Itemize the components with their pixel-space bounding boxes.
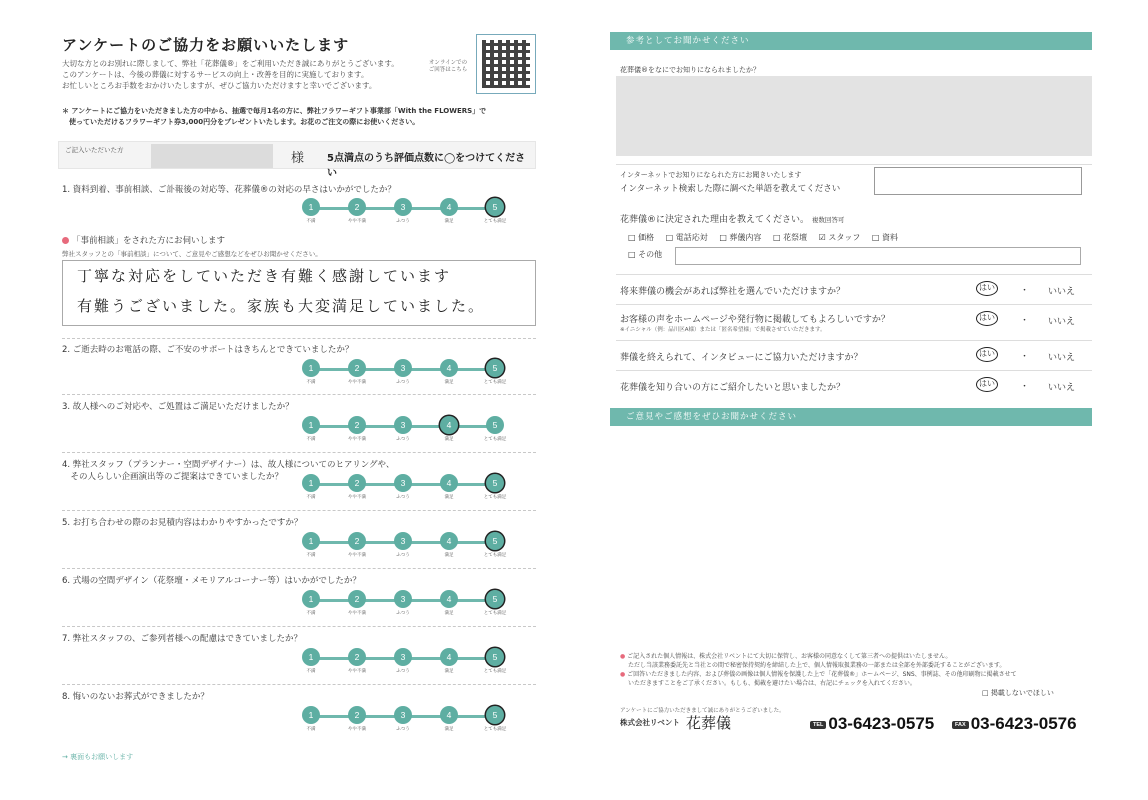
rating-option-4[interactable]: 4 — [440, 590, 458, 608]
consult-heading — [62, 234, 225, 246]
honorific: 様 — [291, 151, 305, 166]
no-option[interactable]: いいえ — [1048, 287, 1076, 297]
rating-label: 不満 — [306, 219, 316, 224]
how-known-answer-area[interactable] — [616, 76, 1092, 156]
question-text: 2. ご逝去時のお電話の際、ご不安のサポートはきちんとできていましたか？ — [62, 345, 354, 355]
rating-option-2[interactable]: 2 — [348, 706, 366, 724]
rating-option-3[interactable]: 3 — [394, 198, 412, 216]
bullet-icon — [62, 237, 69, 244]
question-text: 7. 弊社スタッフの、ご参列者様への配慮はできていましたか？ — [62, 634, 302, 644]
section-band-feedback: ご意見やご感想をぜひお聞かせください — [610, 408, 1092, 426]
rating-label: 不満 — [306, 611, 316, 616]
tel-value: 03-6423-0575 — [828, 714, 935, 733]
question-text: 8. 悔いのないお葬式ができましたか？ — [62, 692, 209, 702]
rating-option-5[interactable]: 5 — [486, 590, 504, 608]
privacy-text: ご記入された個人情報は、株式会社リベントにて大切に保管し、お客様の同意なくして第三者への提供はいたしません。 — [627, 653, 952, 660]
section-band-reference: 参考としてお聞かせください — [610, 32, 1092, 50]
intro-line: 大切な方とのお別れに際しまして、弊社「花葬儀®」をご利用いただき誠にありがとうございます。 — [62, 59, 399, 68]
rating-label: 満足 — [444, 495, 454, 500]
rating-label: やや不満 — [348, 611, 366, 616]
rating-label: やや不満 — [348, 727, 366, 732]
divider — [62, 510, 536, 511]
rating-option-5[interactable]: 5 — [486, 198, 504, 216]
rating-label: 満足 — [444, 219, 454, 224]
question-text: 5. お打ち合わせの際のお見積内容はわかりやすかったですか？ — [62, 518, 303, 528]
rating-label: やや不満 — [348, 380, 366, 385]
rating-label: ふつう — [396, 727, 410, 732]
rating-option-1[interactable]: 1 — [302, 590, 320, 608]
campaign-line: 使っていただけるフラワーギフト券3,000円分をプレゼントいたします。お花のご注文の際にお使いください。 — [62, 118, 420, 126]
question-7 — [62, 633, 542, 645]
rating-option-1[interactable]: 1 — [302, 648, 320, 666]
question-2 — [62, 344, 542, 356]
yes-option-circled[interactable]: はい — [976, 377, 998, 392]
rating-option-5[interactable]: 5 — [486, 532, 504, 550]
yes-no-question-text: お客様の声をホームページや発行物に掲載してもよろしいですか？ — [620, 315, 890, 325]
multiple-answer-note: 複数回答可 — [811, 216, 845, 224]
thank-you-note: アンケートにご協力いただきまして誠にありがとうございました。 — [620, 708, 785, 714]
divider — [62, 338, 536, 339]
checkbox-staff[interactable]: ☑ スタッフ — [818, 233, 861, 242]
name-field[interactable] — [151, 144, 273, 168]
rating-label: ふつう — [396, 219, 410, 224]
question-text: 1. 資料到着、事前相談、ご訃報後の対応等、花葬儀®の対応の早さはいかがでしたか？ — [62, 185, 396, 195]
intro-line: お忙しいところお手数をおかけいたしますが、ぜひご協力いただけますと幸いでございます。 — [62, 81, 377, 90]
campaign-line: ＊ アンケートにご協力をいただきました方の中から、抽選で毎月1名の方に、弊社フラワーギフト事業部「With the FLOWERS」で — [62, 107, 487, 115]
rating-label: やや不満 — [348, 219, 366, 224]
checkbox-funeral-content[interactable]: □ 葬儀内容 — [719, 233, 762, 242]
privacy-line: ただし当該業務委託先と当社との間で秘密保持契約を締結した上で、個人情報取扱業務の一部または全部を外部委託することがございます。 — [628, 662, 1006, 669]
rating-option-4[interactable]: 4 — [440, 474, 458, 492]
reason-question — [620, 212, 844, 225]
rating-scale-7 — [300, 648, 510, 678]
rating-option-5[interactable]: 5 — [486, 359, 504, 377]
divider — [62, 684, 536, 685]
rating-option-4[interactable]: 4 — [440, 359, 458, 377]
internet-question-2: インターネット検索した際に調べた単語を教えてください — [620, 184, 841, 194]
rating-option-3[interactable]: 3 — [394, 474, 412, 492]
consult-subtext: 弊社スタッフとの「事前相談」について、ご意見やご感想などをぜひお聞かせください。 — [62, 250, 322, 258]
rating-option-3[interactable]: 3 — [394, 416, 412, 434]
other-reason-field[interactable] — [675, 247, 1081, 265]
rating-label: ふつう — [396, 611, 410, 616]
separator-dot: ・ — [1020, 382, 1030, 392]
page-title: アンケートのご協力をお願いいたします — [62, 36, 350, 54]
privacy-notice — [620, 652, 1090, 688]
rating-option-4[interactable]: 4 — [440, 648, 458, 666]
question-5 — [62, 517, 542, 529]
how-known-question: 花葬儀®をなにでお知りになられましたか？ — [620, 66, 760, 74]
question-text-cont: その人らしい企画演出等のご提案はできていましたか？ — [62, 472, 284, 482]
rating-label: 不満 — [306, 669, 316, 674]
question-6 — [62, 575, 542, 587]
rating-option-1[interactable]: 1 — [302, 532, 320, 550]
rating-label: 満足 — [444, 437, 454, 442]
consult-comment-box[interactable] — [62, 260, 536, 326]
rating-option-5[interactable]: 5 — [486, 416, 504, 434]
rating-scale-3 — [300, 416, 510, 446]
qr-code[interactable] — [476, 34, 536, 94]
checkbox-phone[interactable]: □ 電話応対 — [665, 233, 708, 242]
rating-option-5[interactable]: 5 — [486, 648, 504, 666]
rating-label: ふつう — [396, 437, 410, 442]
yes-no-question-note: ※イニシャル（例：品川区A様）または「匿名希望様」で掲載させていただきます。 — [620, 327, 826, 333]
yes-no-question-text: 花葬儀を知り合いの方にご紹介したいと思いましたか？ — [620, 383, 846, 393]
rating-label: 不満 — [306, 727, 316, 732]
rating-scale-8 — [300, 706, 510, 736]
separator-dot: ・ — [1020, 316, 1030, 326]
rating-label: 不満 — [306, 553, 316, 558]
intro-line: このアンケートは、今後の葬儀に対するサービスの向上・改善を目的に実施しております。 — [62, 70, 369, 79]
no-publish-checkbox[interactable]: □ 掲載しないでほしい — [982, 689, 1054, 697]
privacy-line — [620, 670, 1090, 679]
rating-label: ふつう — [396, 495, 410, 500]
survey-front-page — [40, 0, 545, 800]
rating-scale-5 — [300, 532, 510, 562]
rating-option-3[interactable]: 3 — [394, 359, 412, 377]
divider — [62, 452, 536, 453]
rating-label: とても満足 — [483, 495, 507, 500]
rating-option-4[interactable]: 4 — [440, 532, 458, 550]
yes-no-question — [616, 274, 1092, 304]
rating-instruction: 5点満点のうち評価点数に◯をつけてください — [327, 153, 526, 179]
rating-option-2[interactable]: 2 — [348, 590, 366, 608]
name-label: ご記入いただいた方 — [65, 146, 124, 154]
rating-option-2[interactable]: 2 — [348, 648, 366, 666]
checkbox-flower-altar[interactable]: □ 花祭壇 — [772, 233, 808, 242]
checkbox-other[interactable]: □ その他 — [628, 250, 663, 259]
rating-label: とても満足 — [483, 611, 507, 616]
back-side-note: → 裏面もお願いします — [62, 753, 134, 761]
tel-tag: TEL — [810, 721, 826, 729]
rating-label: とても満足 — [483, 553, 507, 558]
rating-label: 満足 — [444, 669, 454, 674]
rating-label: ふつう — [396, 669, 410, 674]
rating-option-3[interactable]: 3 — [394, 648, 412, 666]
rating-label: とても満足 — [483, 219, 507, 224]
privacy-line: いただきますことをご了承ください。もしも、掲載を避けたい場合は、右記にチェックを入れてください。 — [628, 680, 916, 687]
yes-no-question-text: 葬儀を終えられて、インタビューにご協力いただけますか？ — [620, 353, 863, 363]
rating-option-1[interactable]: 1 — [302, 416, 320, 434]
yes-no-question — [616, 340, 1092, 370]
privacy-text: ご回答いただきました内容、および葬儀の画像は個人情報を保護した上で「花葬儀®」ホームページ、SNS、事例誌、その他印刷物に掲載させて — [627, 671, 1017, 678]
handwritten-comment: 有難うございました。家族も大変満足していました。 — [77, 297, 486, 315]
rating-label: ふつう — [396, 380, 410, 385]
rating-label: 不満 — [306, 437, 316, 442]
rating-label: やや不満 — [348, 495, 366, 500]
question-3 — [62, 401, 542, 413]
survey-back-page — [600, 0, 1100, 800]
internet-question-1: インターネットでお知りになられた方にお聞きいたします — [620, 171, 802, 179]
fax-number — [952, 714, 1077, 734]
rating-option-1[interactable]: 1 — [302, 706, 320, 724]
rating-label: とても満足 — [483, 727, 507, 732]
consult-heading-text: 「事前相談」をされた方にお伺いします — [72, 236, 226, 246]
rating-option-4[interactable]: 4 — [440, 416, 458, 434]
rating-option-5[interactable]: 5 — [486, 706, 504, 724]
rating-option-4[interactable]: 4 — [440, 706, 458, 724]
rating-option-2[interactable]: 2 — [348, 198, 366, 216]
divider — [62, 568, 536, 569]
question-text: 3. 故人様へのご対応や、ご処置はご満足いただけましたか？ — [62, 402, 294, 412]
reason-checkboxes — [628, 232, 907, 243]
bullet-icon: ● — [620, 671, 626, 678]
no-option[interactable]: いいえ — [1048, 317, 1076, 327]
qr-note-line: ご回答はこちら — [428, 67, 468, 73]
rating-option-3[interactable]: 3 — [394, 590, 412, 608]
rating-option-2[interactable]: 2 — [348, 416, 366, 434]
qr-code-pattern — [482, 40, 530, 88]
fax-tag: FAX — [952, 721, 969, 729]
rating-label: とても満足 — [483, 669, 507, 674]
company-name: 株式会社リベント — [620, 718, 680, 727]
privacy-line — [620, 652, 1090, 661]
phone-number[interactable] — [810, 714, 934, 734]
rating-label: 不満 — [306, 380, 316, 385]
rating-label: 満足 — [444, 727, 454, 732]
rating-label: 満足 — [444, 380, 454, 385]
rating-scale-6 — [300, 590, 510, 620]
search-words-field[interactable] — [874, 167, 1082, 195]
internet-search-row — [616, 164, 1092, 202]
bullet-icon: ● — [620, 653, 626, 660]
yes-option-circled[interactable]: はい — [976, 347, 998, 362]
checkbox-price[interactable]: □ 価格 — [628, 233, 655, 242]
yes-option-circled[interactable]: はい — [976, 311, 998, 326]
rating-scale-4 — [300, 474, 510, 504]
rating-option-2[interactable]: 2 — [348, 474, 366, 492]
yes-no-question-text: 将来葬儀の機会があれば弊社を選んでいただけますか？ — [620, 287, 846, 297]
no-option[interactable]: いいえ — [1048, 353, 1076, 363]
intro-text — [62, 58, 462, 91]
rating-option-1[interactable]: 1 — [302, 198, 320, 216]
rating-option-3[interactable]: 3 — [394, 706, 412, 724]
rating-label: やや不満 — [348, 553, 366, 558]
rating-label: やや不満 — [348, 437, 366, 442]
question-text: 6. 式場の空間デザイン（花祭壇・メモリアルコーナー等）はいかがでしたか？ — [62, 576, 361, 586]
rating-label: とても満足 — [483, 437, 507, 442]
rating-label: 満足 — [444, 553, 454, 558]
rating-scale-2 — [300, 359, 510, 389]
fax-value: 03-6423-0576 — [970, 714, 1077, 733]
rating-label: とても満足 — [483, 380, 507, 385]
divider — [62, 626, 536, 627]
yes-no-question — [616, 304, 1092, 338]
rating-option-2[interactable]: 2 — [348, 532, 366, 550]
separator-dot: ・ — [1020, 286, 1030, 296]
respondent-name-row — [58, 141, 536, 179]
rating-option-5[interactable]: 5 — [486, 474, 504, 492]
yes-no-question — [616, 370, 1092, 400]
question-1 — [62, 184, 542, 196]
separator-dot: ・ — [1020, 352, 1030, 362]
rating-option-1[interactable]: 1 — [302, 474, 320, 492]
rating-label: 満足 — [444, 611, 454, 616]
yes-option-circled[interactable]: はい — [976, 281, 998, 296]
reason-question-text: 花葬儀®に決定された理由を教えてください。 — [620, 215, 810, 225]
rating-option-1[interactable]: 1 — [302, 359, 320, 377]
no-option[interactable]: いいえ — [1048, 383, 1076, 393]
rating-label: ふつう — [396, 553, 410, 558]
rating-option-3[interactable]: 3 — [394, 532, 412, 550]
question-text: 4. 弊社スタッフ（プランナー・空間デザイナー）は、故人様についてのヒアリングや、 — [62, 460, 395, 470]
handwritten-comment: 丁寧な対応をしていただき有難く感謝しています — [77, 267, 452, 285]
rating-label: やや不満 — [348, 669, 366, 674]
question-8 — [62, 691, 542, 703]
online-answer-note — [423, 60, 473, 74]
rating-scale-1 — [300, 198, 510, 228]
divider — [62, 394, 536, 395]
rating-option-2[interactable]: 2 — [348, 359, 366, 377]
rating-label: 不満 — [306, 495, 316, 500]
qr-note-line: オンラインでの — [428, 60, 468, 66]
campaign-notice — [62, 106, 542, 128]
checkbox-materials[interactable]: □ 資料 — [871, 233, 898, 242]
rating-option-4[interactable]: 4 — [440, 198, 458, 216]
brand-logo: 花葬儀 — [686, 714, 732, 732]
